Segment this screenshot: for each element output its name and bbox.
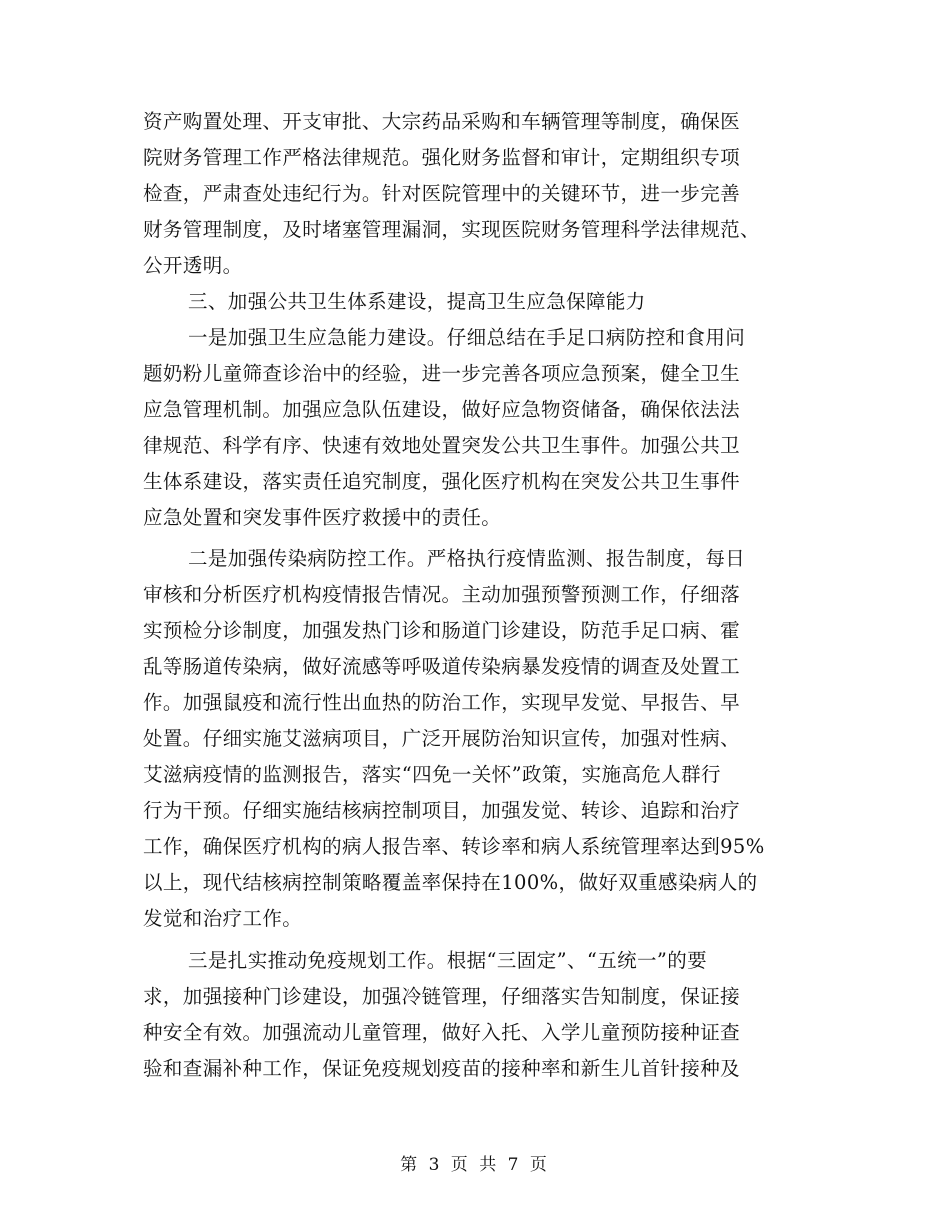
text-line: 发觉和治疗工作。 — [143, 907, 303, 930]
text-line: 求，加强接种门诊建设，加强冷链管理，仔细落实告知制度，保证接 — [143, 985, 741, 1008]
document-body — [143, 104, 809, 1087]
text-line: 作。加强鼠疫和流行性出血热的防治工作，实现早发觉、早报告、早 — [143, 691, 741, 714]
text-line: 生体系建设，落实责任追究制度，强化医疗机构在突发公共卫生事件 — [143, 470, 741, 493]
text-line: 一是加强卫生应急能力建设。仔细总结在手足口病防控和食用问 — [188, 326, 746, 349]
text-line: 院财务管理工作严格法律规范。强化财务监督和审计，定期组织专项 — [143, 146, 741, 169]
text-line: 艾滋病疫情的监测报告，落实“四免一关怀”政策，实施高危人群行 — [143, 763, 721, 786]
text-line: 二是加强传染病防控工作。严格执行疫情监测、报告制度，每日 — [188, 547, 746, 570]
page-number-footer: 第 3 页 共 7 页 — [400, 1155, 550, 1175]
text-line: 财务管理制度，及时堵塞管理漏洞，实现医院财务管理科学法律规范、 — [143, 218, 760, 241]
text-line: 律规范、科学有序、快速有效地处置突发公共卫生事件。加强公共卫 — [143, 434, 741, 457]
text-line: 资产购置处理、开支审批、大宗药品采购和车辆管理等制度，确保医 — [143, 110, 741, 133]
text-line: 以上，现代结核病控制策略覆盖率保持在100%，做好双重感染病人的 — [143, 871, 758, 894]
text-line: 处置。仔细实施艾滋病项目，广泛开展防治知识宣传，加强对性病、 — [143, 727, 741, 750]
text-line: 审核和分析医疗机构疫情报告情况。主动加强预警预测工作，仔细落 — [143, 583, 741, 606]
text-line: 行为干预。仔细实施结核病控制项目，加强发觉、转诊、追踪和治疗 — [143, 799, 741, 822]
text-line: 应急处置和突发事件医疗救援中的责任。 — [143, 506, 502, 529]
text-line: 公开透明。 — [143, 254, 243, 277]
text-line: 实预检分诊制度，加强发热门诊和肠道门诊建设，防范手足口病、霍 — [143, 619, 741, 642]
text-line: 验和查漏补种工作，保证免疫规划疫苗的接种率和新生儿首针接种及 — [143, 1057, 741, 1080]
text-line: 题奶粉儿童筛查诊治中的经验，进一步完善各项应急预案，健全卫生 — [143, 362, 741, 385]
text-line: 应急管理机制。加强应急队伍建设，做好应急物资储备，确保依法法 — [143, 398, 741, 421]
text-line: 三是扎实推动免疫规划工作。根据“三固定”、“五统一”的要 — [188, 949, 708, 972]
text-line: 三、加强公共卫生体系建设，提高卫生应急保障能力 — [188, 290, 646, 313]
text-line: 工作，确保医疗机构的病人报告率、转诊率和病人系统管理率达到95% — [143, 835, 765, 858]
text-line: 检查，严肃查处违纪行为。针对医院管理中的关键环节，进一步完善 — [143, 182, 741, 205]
text-line: 乱等肠道传染病，做好流感等呼吸道传染病暴发疫情的调查及处置工 — [143, 655, 741, 678]
text-line: 种安全有效。加强流动儿童管理，做好入托、入学儿童预防接种证查 — [143, 1021, 741, 1044]
